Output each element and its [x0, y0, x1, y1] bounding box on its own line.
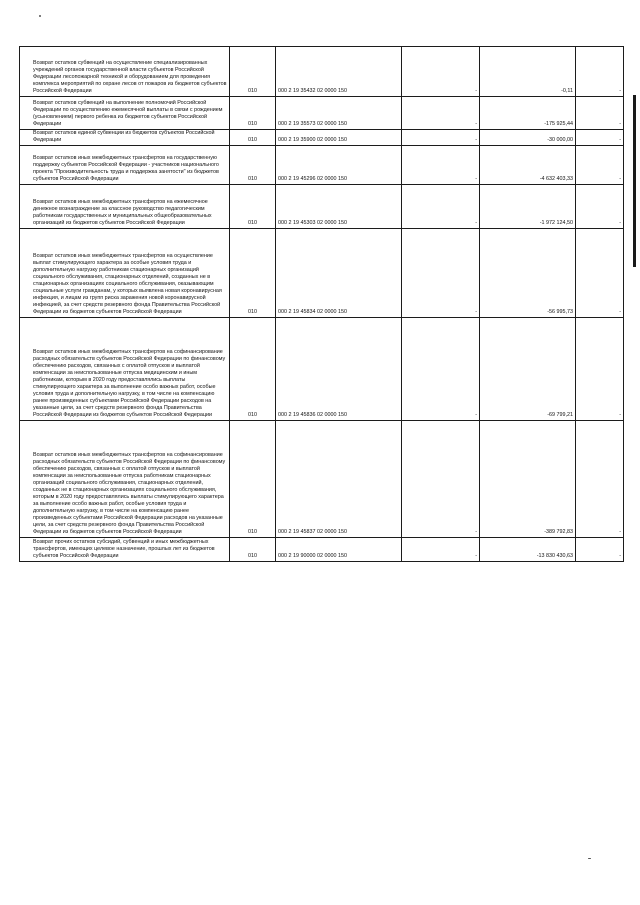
row-code: 010: [230, 318, 276, 421]
row-approved: -: [402, 47, 480, 97]
row-unexecuted: -: [576, 47, 624, 97]
table-row: [20, 538, 624, 562]
row-amount: -175 925,44: [480, 97, 576, 130]
row-code: 010: [230, 421, 276, 538]
scan-edge-bar: [633, 95, 636, 267]
row-name: Возврат остатков субвенций на осуществление специализированных учреждений органов государственной власти субъектов Российской Федерации лесопожарной техникой и оборудованием для проведения комплекса мероприятий по охране лесов от пожаров из бюджетов субъектов Российской Федерации: [20, 47, 230, 97]
row-approved: -: [402, 421, 480, 538]
row-name: Возврат остатков иных межбюджетных трансфертов на осуществление выплат стимулирующего характера за особые условия труда и дополнительную нагрузку работникам стационарных организаций социального обслуживания, стационарных отделений, созданных не в стационарных организациях социального обслуживания, оказывающим социальные услуги гражданам, у которых выявлена новая коронавирусная инфекция, и лицам из групп риска заражения новой коронавирусной инфекцией, за счет средств резервного фонда Правительства Российской Федерации из бюджетов субъектов Российской Федерации: [20, 229, 230, 318]
row-name: Возврат остатков иных межбюджетных трансфертов на софинансирование расходных обязательств субъектов Российской Федерации по финансовому обеспечению расходов, связанных с оплатой отпусков и выплатой компенсации за неиспользованные отпуска медицинским и иным работникам, которым в 2020 году предоставлялись выплаты стимулирующего характера за выполнение особо важных работ, особые условия труда и дополнительную нагрузку, в том числе на компенсацию ранее произведенных субъектами Российской Федерации расходов на указанные цели, за счет средств резервного фонда Правительства Российской Федерации из бюджетов субъектов Российской Федерации: [20, 318, 230, 421]
table-row: [20, 146, 624, 185]
row-unexecuted: -: [576, 421, 624, 538]
row-unexecuted: -: [576, 318, 624, 421]
row-classification: 000 2 19 90000 02 0000 150: [276, 538, 402, 562]
row-unexecuted: -: [576, 229, 624, 318]
row-classification: 000 2 19 35573 02 0000 150: [276, 97, 402, 130]
table-row: [20, 47, 624, 97]
row-amount: -4 632 403,33: [480, 146, 576, 185]
table-row: [20, 318, 624, 421]
row-classification: 000 2 19 45836 02 0000 150: [276, 318, 402, 421]
row-unexecuted: -: [576, 146, 624, 185]
row-code: 010: [230, 47, 276, 97]
row-name: Возврат остатков иных межбюджетных трансфертов на ежемесячное денежное вознаграждение за классное руководство педагогическим работникам государственных и муниципальных общеобразовательных организаций из бюджетов субъектов Российской Федерации: [20, 185, 230, 229]
row-amount: -69 799,21: [480, 318, 576, 421]
row-name: Возврат остатков единой субвенции из бюджетов субъектов Российской Федерации: [20, 130, 230, 146]
row-approved: -: [402, 97, 480, 130]
table-row: [20, 421, 624, 538]
table-row: [20, 97, 624, 130]
row-amount: -30 000,00: [480, 130, 576, 146]
row-unexecuted: -: [576, 538, 624, 562]
table-row: [20, 229, 624, 318]
row-code: 010: [230, 146, 276, 185]
row-amount: -13 830 430,63: [480, 538, 576, 562]
row-approved: -: [402, 318, 480, 421]
row-code: 010: [230, 538, 276, 562]
row-name: Возврат остатков иных межбюджетных трансфертов на софинансирование расходных обязательств субъектов Российской Федерации по финансовому обеспечению расходов, связанных с оплатой отпусков и выплатой компенсации за неиспользованные отпуска работникам стационарных организаций социального обслуживания, стационарных отделений, созданных не в стационарных организациях социального обслуживания, которым в 2020 году предоставлялись выплаты стимулирующего характера за выполнение особо важных работ, особые условия труда и дополнительную нагрузку, в том числе на компенсацию ранее произведенных субъектами Российской Федерации расходов на указанные цели, за счет средств резервного фонда Правительства Российской Федерации из бюджетов субъектов Российской Федерации: [20, 421, 230, 538]
row-approved: -: [402, 185, 480, 229]
row-amount: -0,11: [480, 47, 576, 97]
scan-speck: [39, 15, 41, 17]
row-classification: 000 2 19 45837 02 0000 150: [276, 421, 402, 538]
row-classification: 000 2 19 45834 02 0000 150: [276, 229, 402, 318]
row-code: 010: [230, 229, 276, 318]
row-approved: -: [402, 130, 480, 146]
budget-return-table: [19, 46, 624, 562]
row-amount: -389 792,83: [480, 421, 576, 538]
row-classification: 000 2 19 35900 02 0000 150: [276, 130, 402, 146]
row-approved: -: [402, 229, 480, 318]
row-code: 010: [230, 130, 276, 146]
row-amount: -56 995,73: [480, 229, 576, 318]
row-amount: -1 972 124,50: [480, 185, 576, 229]
row-name: Возврат остатков субвенций на выполнение полномочий Российской Федерации по осуществлению ежемесячной выплаты в связи с рождением (усыновлением) первого ребенка из бюджетов субъектов Российской Федерации: [20, 97, 230, 130]
row-code: 010: [230, 185, 276, 229]
row-classification: 000 2 19 45296 02 0000 150: [276, 146, 402, 185]
row-name: Возврат прочих остатков субсидий, субвенций и иных межбюджетных трансфертов, имеющих целевое назначение, прошлых лет из бюджетов субъектов Российской Федерации: [20, 538, 230, 562]
row-unexecuted: -: [576, 130, 624, 146]
row-approved: -: [402, 146, 480, 185]
row-unexecuted: -: [576, 97, 624, 130]
row-approved: -: [402, 538, 480, 562]
row-name: Возврат остатков иных межбюджетных трансфертов на государственную поддержку субъектов Российской Федерации - участников национального проекта "Производительность труда и поддержка занятости" из бюджетов субъектов Российской Федерации: [20, 146, 230, 185]
row-classification: 000 2 19 35432 02 0000 150: [276, 47, 402, 97]
row-code: 010: [230, 97, 276, 130]
row-classification: 000 2 19 45303 02 0000 150: [276, 185, 402, 229]
row-unexecuted: -: [576, 185, 624, 229]
table-row: [20, 185, 624, 229]
table-row: [20, 130, 624, 146]
scan-speck: [588, 858, 591, 859]
